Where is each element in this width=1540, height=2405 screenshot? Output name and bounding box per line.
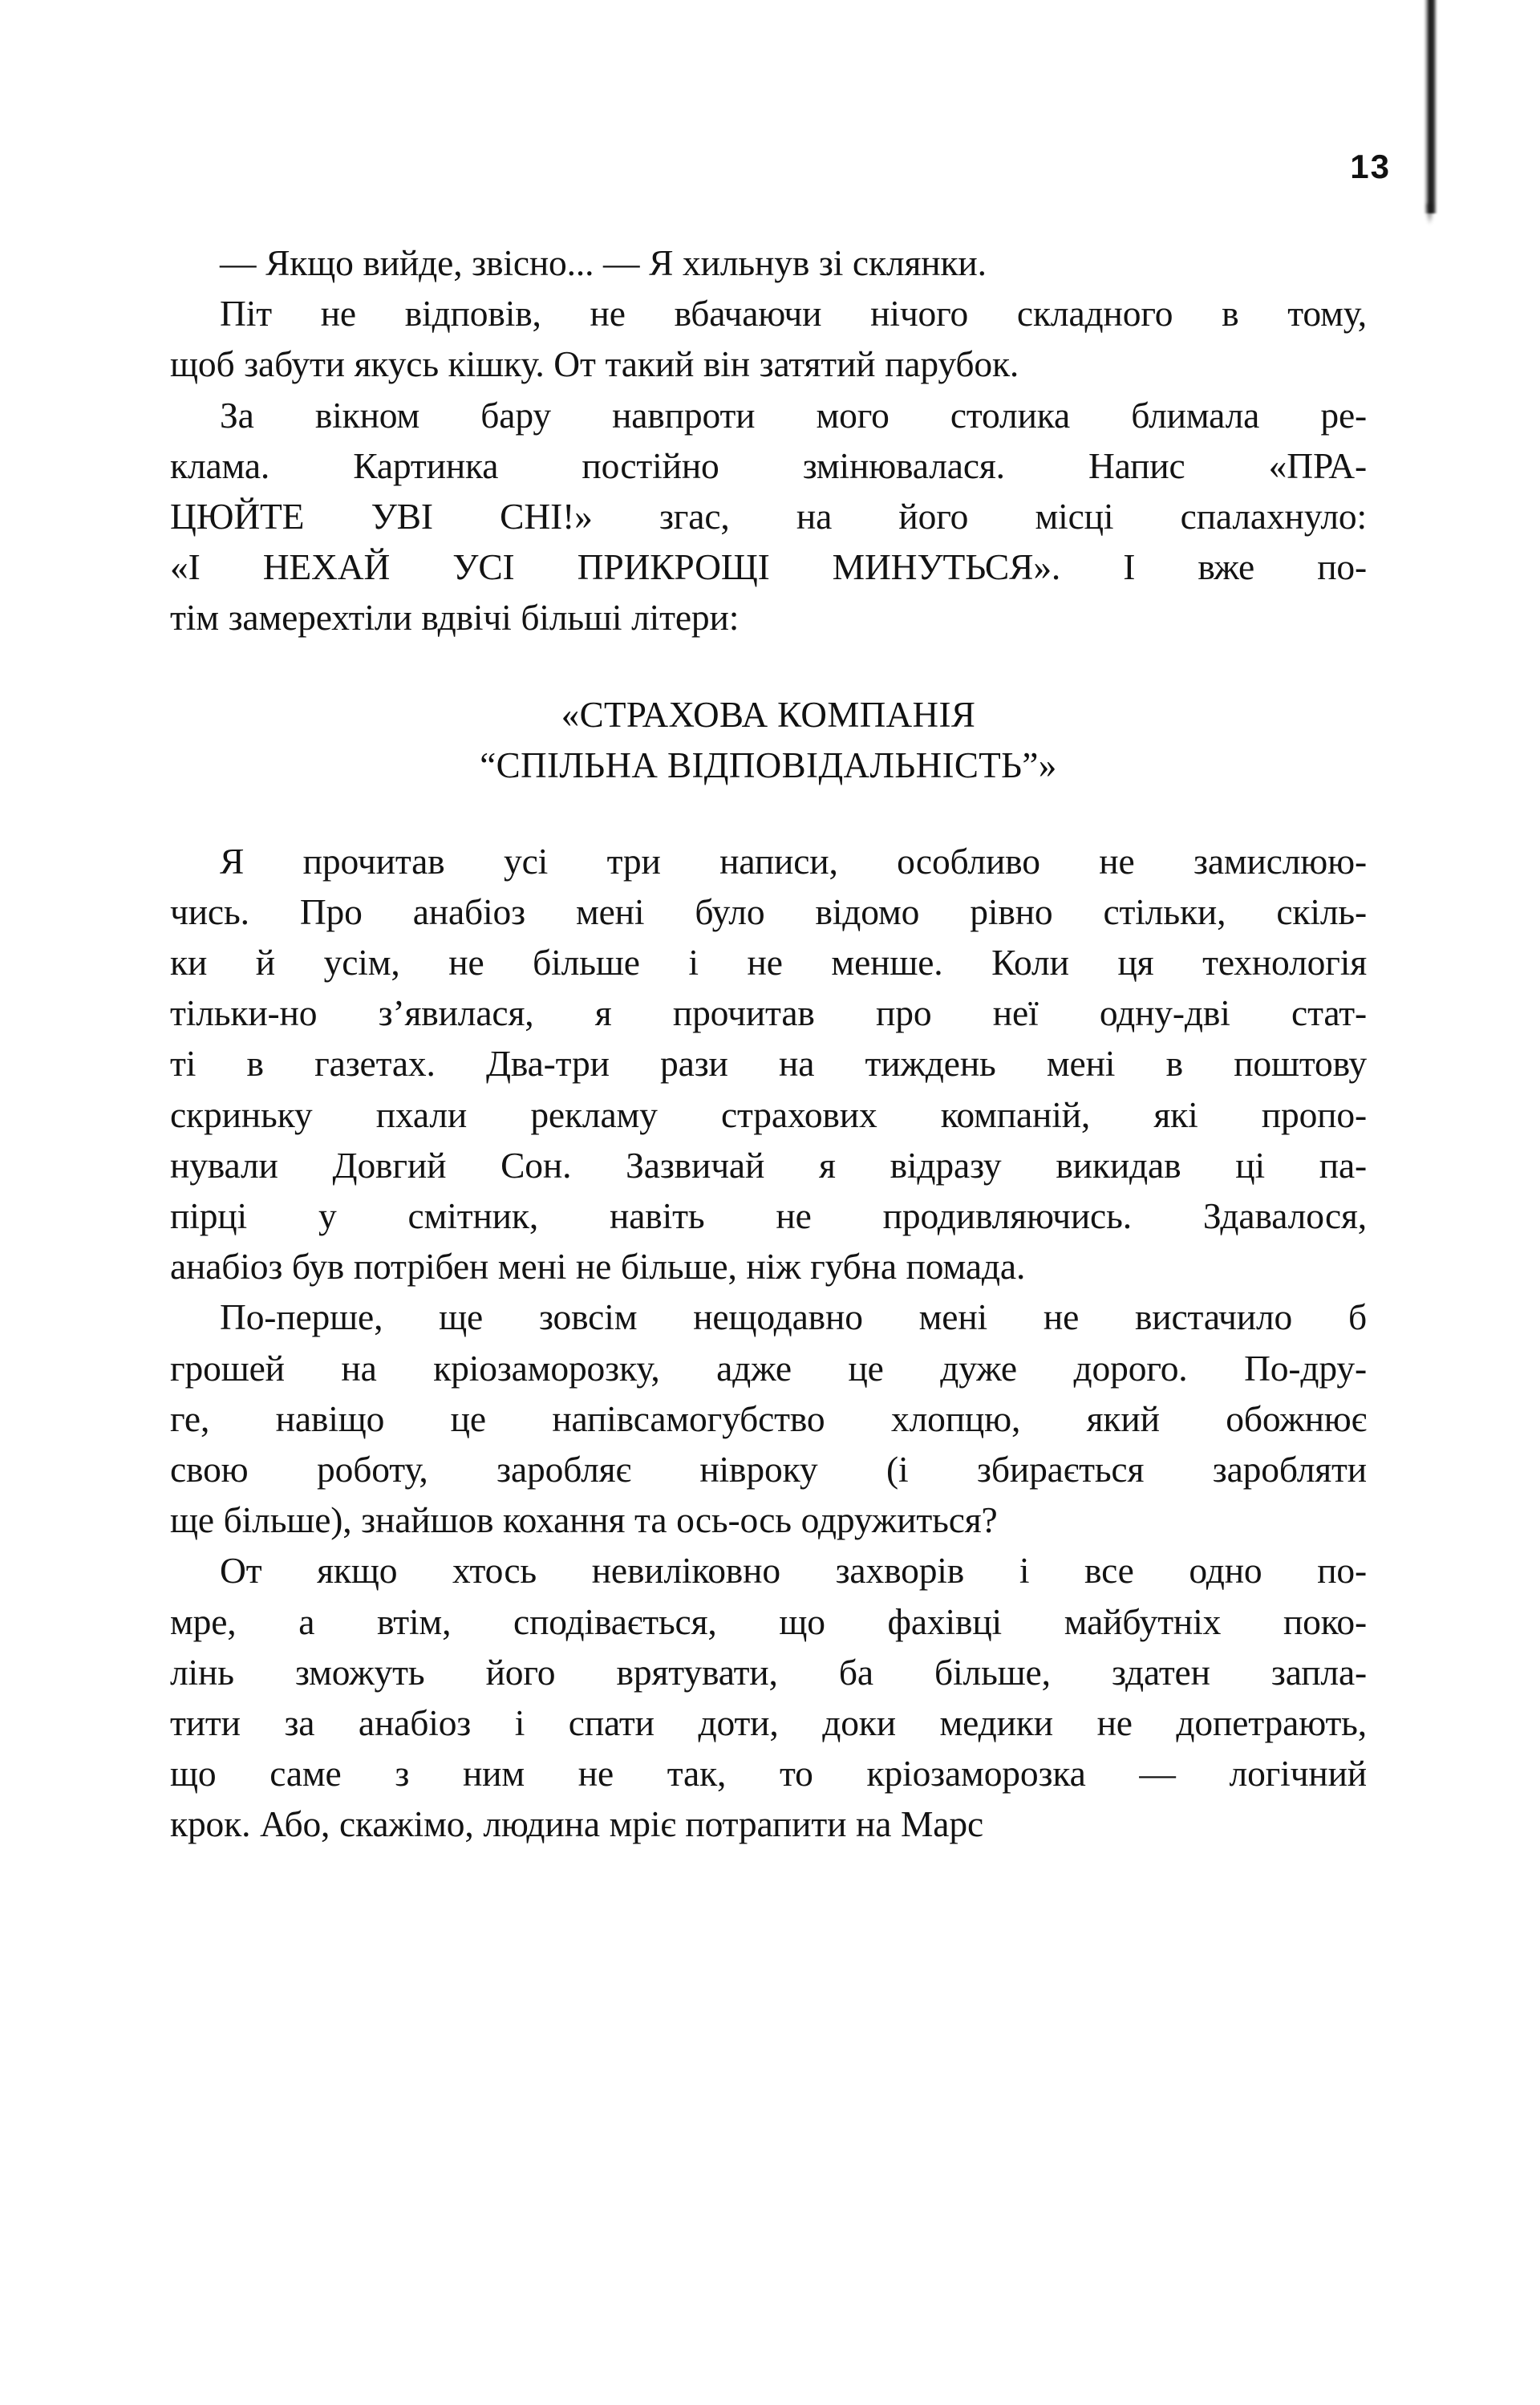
text-line: «І НЕХАЙ УСІ ПРИКРОЩІ МИНУТЬСЯ». І вже по- (170, 546, 1367, 588)
text-line: грошей на кріозаморозку, адже це дуже дорого. По-дру- (170, 1347, 1367, 1389)
text-line: ті в газетах. Два-три рази на тиждень мені в поштову (170, 1043, 1367, 1085)
binding-shadow-artifact (1424, 0, 1437, 213)
text-line-content: — Якщо вийде, звісно... — Я хильнув зі склянки. (220, 242, 987, 283)
text-line: що саме з ним не так, то кріозаморозка — логічний (170, 1753, 1367, 1795)
display-heading-line: “СПІЛЬНА ВІДПОВІДАЛЬНІСТЬ”» (480, 744, 1057, 785)
text-line (170, 1292, 1367, 1342)
body-paragraph (170, 1545, 1367, 1849)
display-heading (170, 643, 1367, 836)
text-line: нували Довгий Сон. Зазвичай я відразу викидав ці па- (170, 1144, 1367, 1186)
text-line-content: Я прочитав усі три написи, особливо не замислюю- (220, 840, 1367, 882)
text-line: щоб забути якусь кішку. От такий він затятий парубок. (170, 343, 1019, 385)
text-line: крок. Або, скажімо, людина мріє потрапити на Марс (170, 1803, 983, 1845)
text-line: ЦЮЙТЕ УВІ СНІ!» згас, на його місці спалахнуло: (170, 496, 1367, 537)
text-line: чись. Про анабіоз мені було відомо рівно стільки, скіль- (170, 890, 1367, 932)
text-line: тім замерехтіли вдвічі більші літери: (170, 597, 740, 639)
body-text-column (170, 237, 1367, 1850)
text-line (170, 836, 1367, 886)
text-line: ки й усім, не більше і не менше. Коли ця технологія (170, 942, 1367, 983)
display-heading-line: «СТРАХОВА КОМПАНІЯ (561, 694, 976, 735)
body-paragraph (170, 288, 1367, 389)
body-paragraph (170, 836, 1367, 1292)
body-paragraph (170, 1292, 1367, 1545)
text-line: скриньку пхали рекламу страхових компаній, які пропо- (170, 1093, 1367, 1135)
text-line: ге, навіщо це напівсамогубство хлопцю, який обожнює (170, 1397, 1367, 1439)
text-line: пірці у смітник, навіть не продивляючись. Здавалося, (170, 1195, 1367, 1237)
text-line: свою роботу, заробляє нівроку (і збирається заробляти (170, 1449, 1367, 1490)
text-line (170, 1545, 1367, 1596)
text-line-content: По-перше, ще зовсім нещодавно мені не вистачило б (220, 1296, 1367, 1338)
text-line: тільки-но з’явилася, я прочитав про неї одну-дві стат- (170, 992, 1367, 1034)
text-line: мре, а втім, сподівається, що фахівці майбутніх поко- (170, 1600, 1367, 1642)
text-line: клама. Картинка постійно змінювалася. Напис «ПРА- (170, 444, 1367, 486)
body-paragraph (170, 390, 1367, 643)
text-line: анабіоз був потрібен мені не більше, ніж губна помада. (170, 1246, 1026, 1288)
body-paragraph (170, 237, 1367, 288)
text-line-content: От якщо хтось невиліковно захворів і все одно по- (220, 1550, 1367, 1592)
text-line (170, 237, 1367, 288)
text-line: лінь зможуть його врятувати, ба більше, здатен запла- (170, 1651, 1367, 1693)
text-line: тити за анабіоз і спати доти, доки медики не допетрають, (170, 1702, 1367, 1744)
text-line-content: Піт не відповів, не вбачаючи нічого складного в тому, (220, 293, 1367, 335)
text-line (170, 390, 1367, 440)
page-number: 13 (1350, 148, 1391, 185)
text-line-content: За вікном бару навпроти мого столика блимала ре- (220, 394, 1367, 436)
text-line: ще більше), знайшов кохання та ось-ось одружиться? (170, 1499, 998, 1541)
text-line (170, 288, 1367, 339)
